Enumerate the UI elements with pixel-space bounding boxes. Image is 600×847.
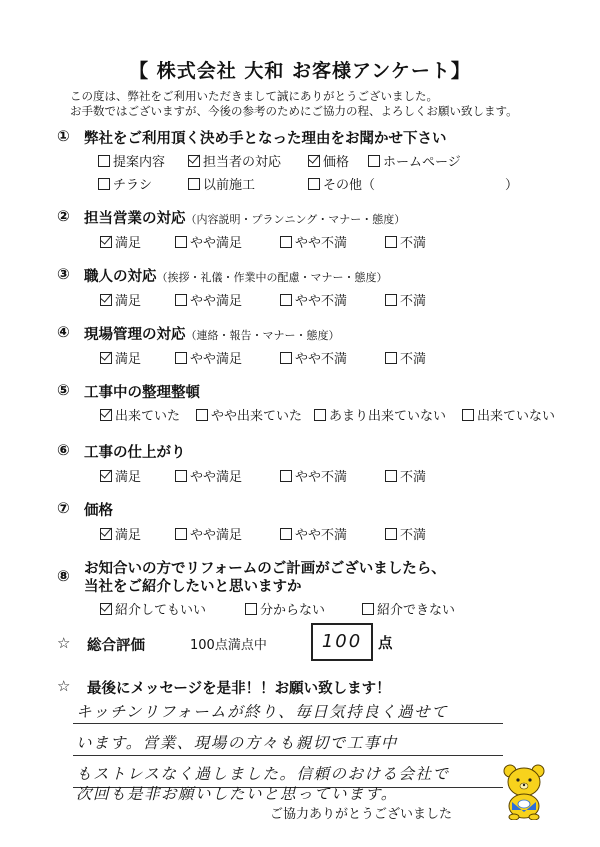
question-subtitle: （連絡・報告・マナー・態度） <box>185 329 340 342</box>
checkbox-checked[interactable] <box>100 409 112 421</box>
checkbox[interactable] <box>175 528 187 540</box>
score-unit: 点 <box>378 636 393 652</box>
option-yaya-fuman[interactable]: やや不満 <box>280 290 347 309</box>
option-yaya-manzoku[interactable]: やや満足 <box>175 232 242 251</box>
option-manzoku[interactable]: 満足 <box>100 524 141 543</box>
option-shokai-dekinai[interactable]: 紹介できない <box>362 599 455 618</box>
option-dekiteita[interactable]: 出来ていた <box>100 405 180 424</box>
message-ruled-line <box>73 755 503 756</box>
option-yaya-manzoku[interactable]: やや満足 <box>175 290 242 309</box>
option-yaya-dekiteita[interactable]: やや出来ていた <box>196 405 302 424</box>
message-title: 最後にメッセージを是非！！お願い致します！ <box>87 681 391 697</box>
option-yaya-fuman[interactable]: やや不満 <box>280 348 347 367</box>
checkbox-checked[interactable] <box>100 470 112 482</box>
option-manzoku[interactable]: 満足 <box>100 466 141 485</box>
checkbox-checked[interactable] <box>100 603 112 615</box>
option-homepage[interactable]: ホームページ <box>368 151 461 170</box>
checkbox-checked[interactable] <box>100 236 112 248</box>
question-number: ③ <box>57 265 70 283</box>
checkbox-checked[interactable] <box>100 352 112 364</box>
question-title-line-1: お知合いの方でリフォームのご計画がございましたら、 <box>84 561 446 577</box>
option-tantosha[interactable]: 担当者の対応 <box>188 151 281 170</box>
option-fuman[interactable]: 不満 <box>385 348 426 367</box>
option-yaya-fuman[interactable]: やや不満 <box>280 524 347 543</box>
question-title: 弊社をご利用頂く決め手となった理由をお聞かせ下さい <box>84 131 447 147</box>
option-yaya-fuman[interactable]: やや不満 <box>280 466 347 485</box>
question-title-line-2: 当社をご紹介したいと思いますか <box>84 579 302 595</box>
checkbox[interactable] <box>175 470 187 482</box>
question-number: ① <box>57 127 70 145</box>
checkbox[interactable] <box>368 155 380 167</box>
question-number: ⑦ <box>57 499 70 517</box>
question-number: ⑥ <box>57 441 70 459</box>
option-yaya-manzoku[interactable]: やや満足 <box>175 524 242 543</box>
option-fuman[interactable]: 不満 <box>385 524 426 543</box>
option-wakaranai[interactable]: 分からない <box>245 599 325 618</box>
intro-line-1: この度は、弊社をご利用いただきまして誠にありがとうございました。 <box>70 89 438 103</box>
question-title: 価格 <box>84 503 113 519</box>
option-fuman[interactable]: 不満 <box>385 232 426 251</box>
checkbox[interactable] <box>462 409 474 421</box>
checkbox[interactable] <box>385 352 397 364</box>
checkbox[interactable] <box>385 528 397 540</box>
star-icon: ☆ <box>57 634 71 652</box>
option-chirashi[interactable]: チラシ <box>98 174 152 193</box>
intro-line-2: お手数ではございますが、今後の参考のためにご協力の程、よろしくお願い致します。 <box>70 104 518 118</box>
checkbox[interactable] <box>175 236 187 248</box>
option-manzoku[interactable]: 満足 <box>100 232 141 251</box>
option-fuman[interactable]: 不満 <box>385 466 426 485</box>
option-yaya-manzoku[interactable]: やや満足 <box>175 466 242 485</box>
checkbox[interactable] <box>308 178 320 190</box>
checkbox[interactable] <box>280 470 292 482</box>
checkbox[interactable] <box>245 603 257 615</box>
score-input[interactable] <box>311 623 373 661</box>
message-line-1: キッチンリフォームが終り、毎日気持良く過せて <box>76 703 449 721</box>
rating-scale: 100点満点中 <box>190 638 267 653</box>
checkbox[interactable] <box>385 294 397 306</box>
checkbox[interactable] <box>196 409 208 421</box>
survey-title: 【 株式会社 大和 お客様アンケート】 <box>129 60 471 82</box>
rating-label: 総合評価 <box>87 638 145 654</box>
question-subtitle: （内容説明・プランニング・マナー・態度） <box>185 213 406 226</box>
checkbox[interactable] <box>280 352 292 364</box>
checkbox[interactable] <box>188 178 200 190</box>
closing-message: ご協力ありがとうございました <box>270 807 453 822</box>
bear-mascot-icon <box>500 762 548 820</box>
checkbox[interactable] <box>175 294 187 306</box>
checkbox[interactable] <box>385 470 397 482</box>
option-amari[interactable]: あまり出来ていない <box>314 405 446 424</box>
message-line-3: もストレスなく過しました。信頼のおける会社で <box>76 765 450 783</box>
option-manzoku[interactable]: 満足 <box>100 348 141 367</box>
checkbox[interactable] <box>280 528 292 540</box>
option-sonota[interactable]: その他（ <box>308 174 375 193</box>
question-title: 担当営業の対応（内容説明・プランニング・マナー・態度） <box>84 211 406 227</box>
checkbox-checked[interactable] <box>100 528 112 540</box>
checkbox[interactable] <box>362 603 374 615</box>
option-shokai-ii[interactable]: 紹介してもいい <box>100 599 206 618</box>
question-subtitle: （挨拶・礼儀・作業中の配慮・マナー・態度） <box>156 271 388 284</box>
checkbox[interactable] <box>175 352 187 364</box>
message-line-2: います。営業、現場の方々も親切で工事中 <box>76 734 398 752</box>
checkbox[interactable] <box>98 178 110 190</box>
checkbox-checked[interactable] <box>308 155 320 167</box>
option-fuman[interactable]: 不満 <box>385 290 426 309</box>
option-kakaku[interactable]: 価格 <box>308 151 349 170</box>
option-yaya-fuman[interactable]: やや不満 <box>280 232 347 251</box>
question-number: ② <box>57 207 70 225</box>
score-value: 100 <box>321 631 363 652</box>
checkbox-checked[interactable] <box>188 155 200 167</box>
question-title: 現場管理の対応（連絡・報告・マナー・態度） <box>84 327 340 343</box>
message-ruled-line <box>73 723 503 724</box>
option-sonota-close: ） <box>505 178 519 193</box>
question-number: ④ <box>57 323 70 341</box>
option-teian[interactable]: 提案内容 <box>98 151 165 170</box>
checkbox[interactable] <box>280 294 292 306</box>
question-title: 工事中の整理整頓 <box>84 385 200 401</box>
checkbox-checked[interactable] <box>100 294 112 306</box>
option-yaya-manzoku[interactable]: やや満足 <box>175 348 242 367</box>
checkbox[interactable] <box>385 236 397 248</box>
option-izen[interactable]: 以前施工 <box>188 174 255 193</box>
question-title: 職人の対応（挨拶・礼儀・作業中の配慮・マナー・態度） <box>84 269 388 285</box>
star-icon: ☆ <box>57 677 71 695</box>
message-line-4: 次回も是非お願いしたいと思っています。 <box>76 785 398 803</box>
checkbox[interactable] <box>314 409 326 421</box>
question-number: ⑧ <box>57 567 70 585</box>
option-dekiteinai[interactable]: 出来ていない <box>462 405 555 424</box>
option-manzoku[interactable]: 満足 <box>100 290 141 309</box>
checkbox[interactable] <box>98 155 110 167</box>
checkbox[interactable] <box>280 236 292 248</box>
question-number: ⑤ <box>57 381 70 399</box>
question-title: 工事の仕上がり <box>84 445 186 461</box>
